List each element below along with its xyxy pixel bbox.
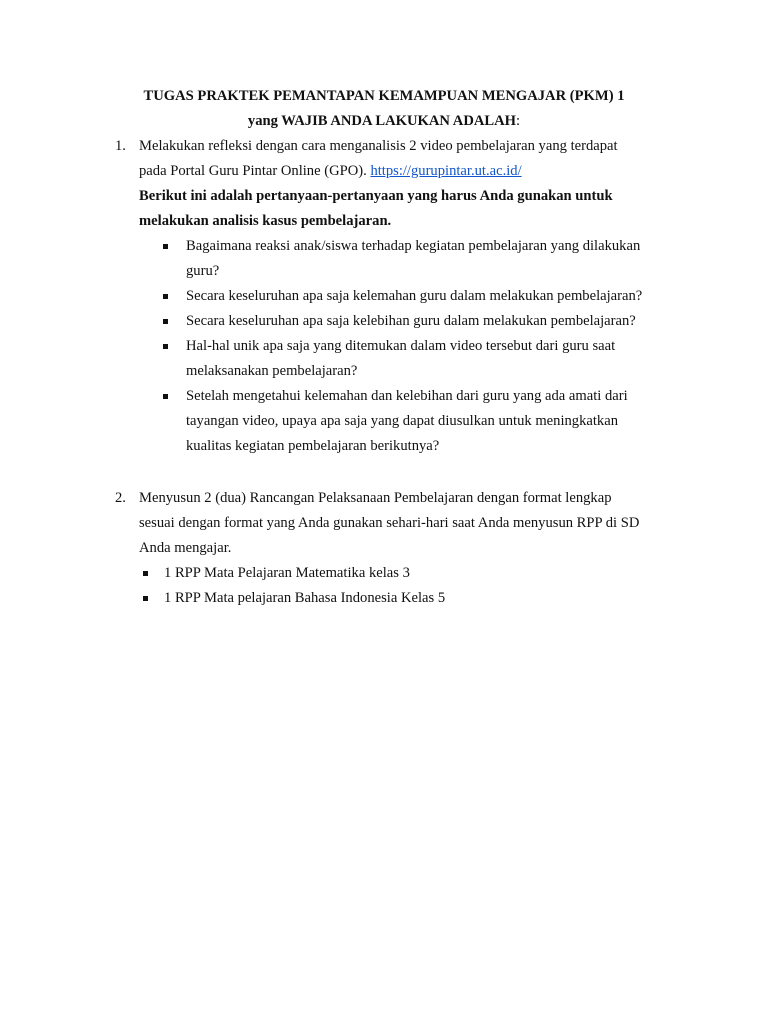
question-5-line1: Setelah mengetahui kelemahan dan kelebihan dari guru yang ada amati dari (186, 388, 628, 404)
question-bullet (163, 319, 168, 324)
question-bullet (163, 294, 168, 299)
question-bullet (163, 344, 168, 349)
question-5-line2: tayangan video, upaya apa saja yang dapat diusulkan untuk meningkatkan (186, 413, 619, 429)
document-title-line2-text: yang WAJIB ANDA LAKUKAN ADALAH (247, 113, 517, 129)
question-bullet (163, 394, 168, 399)
item1-bold-line2: melakukan analisis kasus pembelajaran. (139, 213, 392, 229)
rpp-item-2: 1 RPP Mata pelajaran Bahasa Indonesia Kelas 5 (164, 590, 446, 606)
question-2-line1: Secara keseluruhan apa saja kelemahan guru dalam melakukan pembelajaran? (186, 288, 643, 304)
gpo-portal-link[interactable]: https://gurupintar.ut.ac.id/ (370, 163, 522, 179)
document-title-colon: : (516, 113, 521, 129)
item1-bold-line1: Berikut ini adalah pertanyaan-pertanyaan yang harus Anda gunakan untuk (139, 188, 613, 204)
item2-line1: Menyusun 2 (dua) Rancangan Pelaksanaan Pembelajaran dengan format lengkap (139, 490, 612, 506)
question-4-line1: Hal-hal unik apa saja yang ditemukan dalam video tersebut dari guru saat (186, 338, 616, 354)
question-1-line1: Bagaimana reaksi anak/siswa terhadap kegiatan pembelajaran yang dilakukan (186, 238, 641, 254)
question-1-line2: guru? (186, 263, 220, 279)
document-title-line1: TUGAS PRAKTEK PEMANTAPAN KEMAMPUAN MENGAJAR (PKM) 1 (143, 88, 625, 104)
question-5-line3: kualitas kegiatan pembelajaran berikutnya? (186, 438, 440, 454)
item1-line2-text: pada Portal Guru Pintar Online (GPO). (139, 163, 371, 179)
item2-number: 2. (115, 490, 126, 506)
rpp-bullet (143, 571, 148, 576)
question-4-line2: melaksanakan pembelajaran? (186, 363, 358, 379)
document-title-line2 (0, 109, 768, 134)
item2-line2: sesuai dengan format yang Anda gunakan sehari-hari saat Anda menyusun RPP di SD (139, 515, 640, 531)
item1-line1: Melakukan refleksi dengan cara menganalisis 2 video pembelajaran yang terdapat (139, 138, 618, 154)
item1-number: 1. (115, 138, 126, 154)
rpp-item-1: 1 RPP Mata Pelajaran Matematika kelas 3 (164, 565, 410, 581)
item2-line3: Anda mengajar. (139, 540, 232, 556)
question-bullet (163, 244, 168, 249)
item1-line2 (139, 159, 522, 184)
rpp-bullet (143, 596, 148, 601)
question-3-line1: Secara keseluruhan apa saja kelebihan guru dalam melakukan pembelajaran? (186, 313, 636, 329)
